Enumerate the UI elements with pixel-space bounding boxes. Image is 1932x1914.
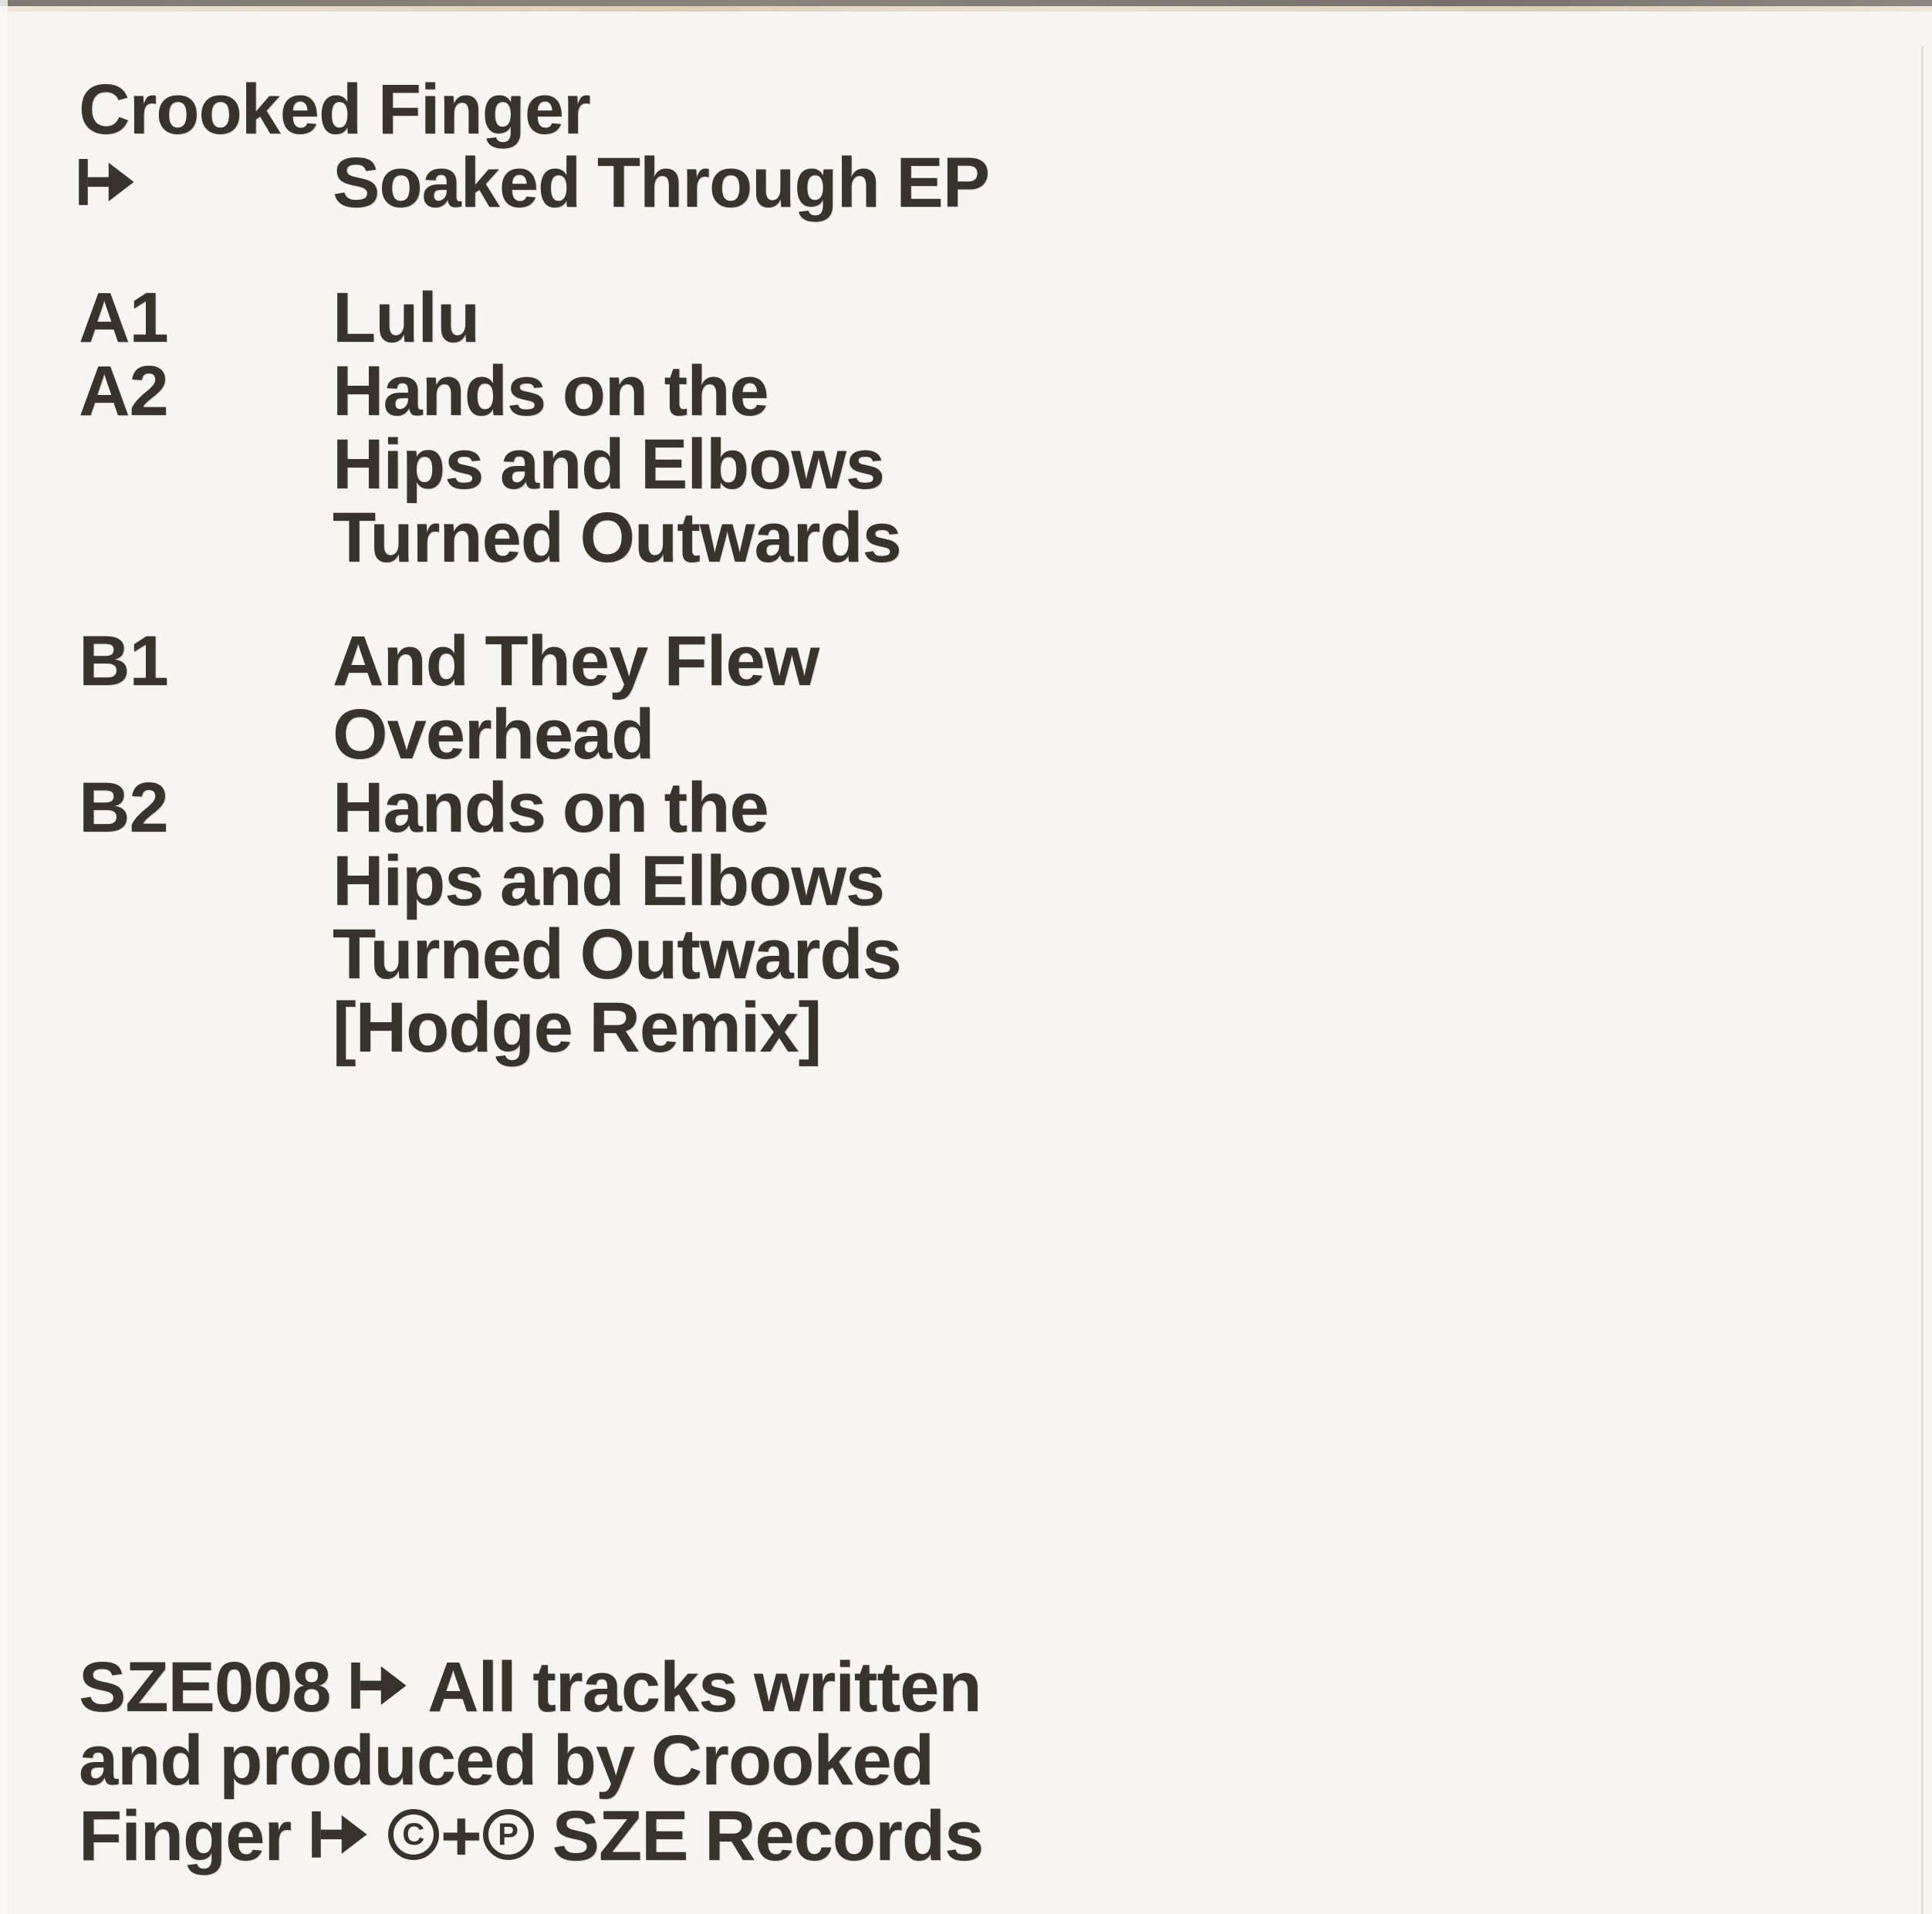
artist-name: Crooked Finger [79,70,590,149]
track-position: A1 [79,278,168,357]
copyright-icon: C [388,1809,439,1860]
tracklist-side-b [79,622,901,1067]
catalog-number: SZE008 [79,1647,331,1727]
credit-text: Finger [79,1796,292,1875]
track-title-line: Lulu [333,278,480,357]
track-title-line: And They Flew [333,622,819,700]
track-row-a2 [79,352,901,577]
tracklist-side-a [79,278,901,577]
release-title-row [79,143,990,222]
header [79,70,990,222]
track-title-line: Hands on the [333,768,768,847]
credit-line-2: and produced by Crooked [79,1720,934,1800]
plus-sign: + [440,1796,481,1875]
label-name: SZE Records [552,1796,984,1875]
track-title-line: Overhead [333,695,654,774]
credit-line-1 [79,1647,983,1727]
track-row-a1 [79,278,901,357]
track-title-line: Hands on the [333,352,768,430]
maps-to-arrow-icon [79,159,134,205]
sleeve-top-edge-streak [0,6,1932,12]
track-position: B1 [79,622,168,700]
maps-to-arrow-icon [312,1798,367,1871]
track-row-b2 [79,768,901,1067]
sleeve-right-edge [1921,46,1924,1914]
credit-line-3 [79,1798,983,1873]
track-title-line: Hips and Elbows [333,425,885,504]
release-title: Soaked Through EP [333,143,990,222]
track-title-line: Turned Outwards [333,498,901,577]
track-position: A2 [79,352,168,430]
sleeve-left-edge [0,0,8,1914]
track-title-line: Hips and Elbows [333,842,885,920]
footer-credits [79,1649,983,1873]
track-position: B2 [79,768,168,847]
sleeve-top-edge [0,0,1932,6]
track-title-line: [Hodge Remix] [333,988,822,1067]
track-row-b1 [79,622,901,774]
credit-text: All tracks written [427,1647,981,1727]
maps-to-arrow-icon [351,1649,407,1722]
track-title-line: Turned Outwards [333,915,901,994]
phonogram-icon: P [483,1809,534,1860]
